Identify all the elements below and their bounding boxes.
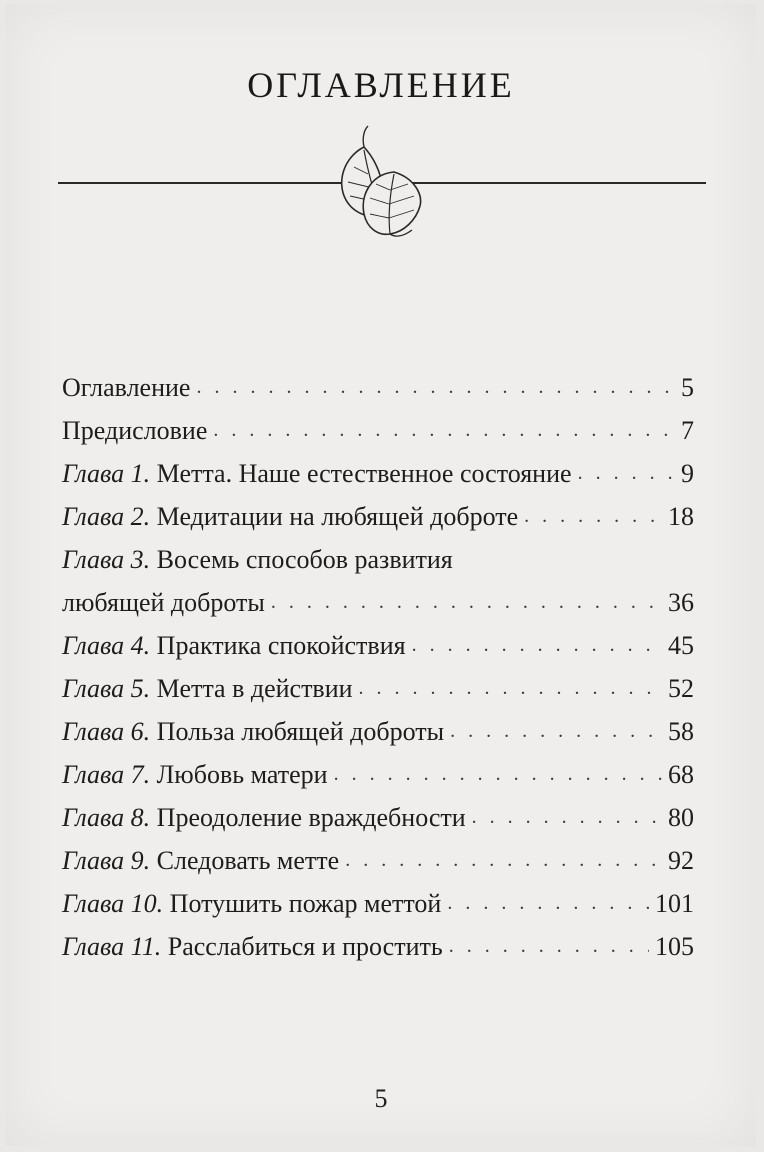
toc-entry-page: 80 xyxy=(668,803,694,832)
toc-entry-page: 9 xyxy=(681,459,694,488)
toc-entry[interactable] xyxy=(62,409,694,452)
toc-entry-label xyxy=(62,667,353,710)
toc-leader-dots xyxy=(359,667,662,710)
toc-entry-title: Расслабиться и простить xyxy=(167,932,443,961)
toc-entry-title: Восемь способов развития xyxy=(156,545,453,574)
bleed-through-text xyxy=(276,12,283,42)
table-of-contents xyxy=(62,366,694,968)
toc-entry-label xyxy=(62,839,339,882)
toc-entry[interactable] xyxy=(62,624,694,667)
bodhi-leaf-icon xyxy=(324,122,434,242)
toc-entry[interactable] xyxy=(62,753,694,796)
page-number: 5 xyxy=(374,1084,388,1113)
toc-entry-page: 36 xyxy=(668,588,694,617)
toc-entry-title: Потушить пожар меттой xyxy=(169,889,442,918)
toc-chapter-number: Глава 3. xyxy=(62,545,151,574)
book-page xyxy=(6,4,756,1146)
toc-entry-title: Практика спокойствия xyxy=(156,631,406,660)
toc-entry-page: 45 xyxy=(668,631,694,660)
toc-leader-dots xyxy=(472,796,662,839)
toc-chapter-number: Глава 10. xyxy=(62,889,164,918)
toc-entry[interactable] xyxy=(62,538,694,624)
toc-entry-label xyxy=(62,624,406,667)
toc-chapter-number: Глава 4. xyxy=(62,631,151,660)
toc-entry-line-2 xyxy=(62,581,694,624)
toc-entry-title: Польза любящей доброты xyxy=(156,717,445,746)
toc-entry[interactable] xyxy=(62,366,694,409)
toc-chapter-number: Глава 9. xyxy=(62,846,151,875)
toc-chapter-number: Глава 11. xyxy=(62,932,162,961)
toc-chapter-number: Глава 7. xyxy=(62,760,151,789)
toc-leader-dots xyxy=(345,839,662,882)
toc-leader-dots xyxy=(196,366,675,409)
toc-entry-label xyxy=(62,452,572,495)
toc-entry-label xyxy=(62,710,444,753)
toc-entry-title: Любовь матери xyxy=(156,760,328,789)
toc-entry[interactable] xyxy=(62,667,694,710)
toc-entry-page: 5 xyxy=(681,373,694,402)
toc-entry-page: 68 xyxy=(668,760,694,789)
toc-entry-line-1 xyxy=(62,538,694,581)
toc-chapter-number: Глава 2. xyxy=(62,502,151,531)
toc-entry-title: Оглавление xyxy=(62,373,191,402)
toc-entry-label xyxy=(62,796,466,839)
toc-leader-dots xyxy=(524,495,662,538)
toc-entry-label xyxy=(62,925,443,968)
toc-leader-dots xyxy=(334,753,662,796)
toc-entry-page: 18 xyxy=(668,502,694,531)
toc-entry-title-continued: любящей доброты xyxy=(62,588,265,617)
toc-leader-dots xyxy=(450,710,662,753)
toc-entry[interactable] xyxy=(62,925,694,968)
toc-entry-page: 52 xyxy=(668,674,694,703)
toc-entry[interactable] xyxy=(62,710,694,753)
toc-entry-label xyxy=(62,753,328,796)
toc-entry-page: 101 xyxy=(655,889,694,918)
toc-entry[interactable] xyxy=(62,796,694,839)
toc-entry[interactable] xyxy=(62,839,694,882)
toc-chapter-number: Глава 5. xyxy=(62,674,151,703)
toc-entry[interactable] xyxy=(62,452,694,495)
toc-leader-dots xyxy=(447,882,649,925)
toc-entry-page: 92 xyxy=(668,846,694,875)
toc-entry-title: Преодоление враждебности xyxy=(156,803,466,832)
toc-entry-title: Предисловие xyxy=(62,416,208,445)
toc-leader-dots xyxy=(412,624,662,667)
toc-entry-title: Метта. Наше естественное состояние xyxy=(156,459,572,488)
toc-leader-dots xyxy=(271,581,662,624)
toc-chapter-number: Глава 1. xyxy=(62,459,151,488)
toc-entry-title: Медитации на любящей доброте xyxy=(156,502,519,531)
toc-entry[interactable] xyxy=(62,495,694,538)
toc-leader-dots xyxy=(213,409,675,452)
toc-entry-label xyxy=(62,882,441,925)
toc-entry-page: 105 xyxy=(655,932,694,961)
toc-leader-dots xyxy=(449,925,649,968)
toc-entry-title: Метта в действии xyxy=(156,674,353,703)
toc-entry-page: 58 xyxy=(668,717,694,746)
toc-entry-page: 7 xyxy=(681,416,694,445)
toc-entry-title: Следовать метте xyxy=(156,846,340,875)
toc-entry[interactable] xyxy=(62,882,694,925)
toc-chapter-number: Глава 8. xyxy=(62,803,151,832)
toc-leader-dots xyxy=(578,452,675,495)
page-title: ОГЛАВЛЕНИЕ xyxy=(247,65,515,105)
toc-chapter-number: Глава 6. xyxy=(62,717,151,746)
toc-entry-label xyxy=(62,495,518,538)
